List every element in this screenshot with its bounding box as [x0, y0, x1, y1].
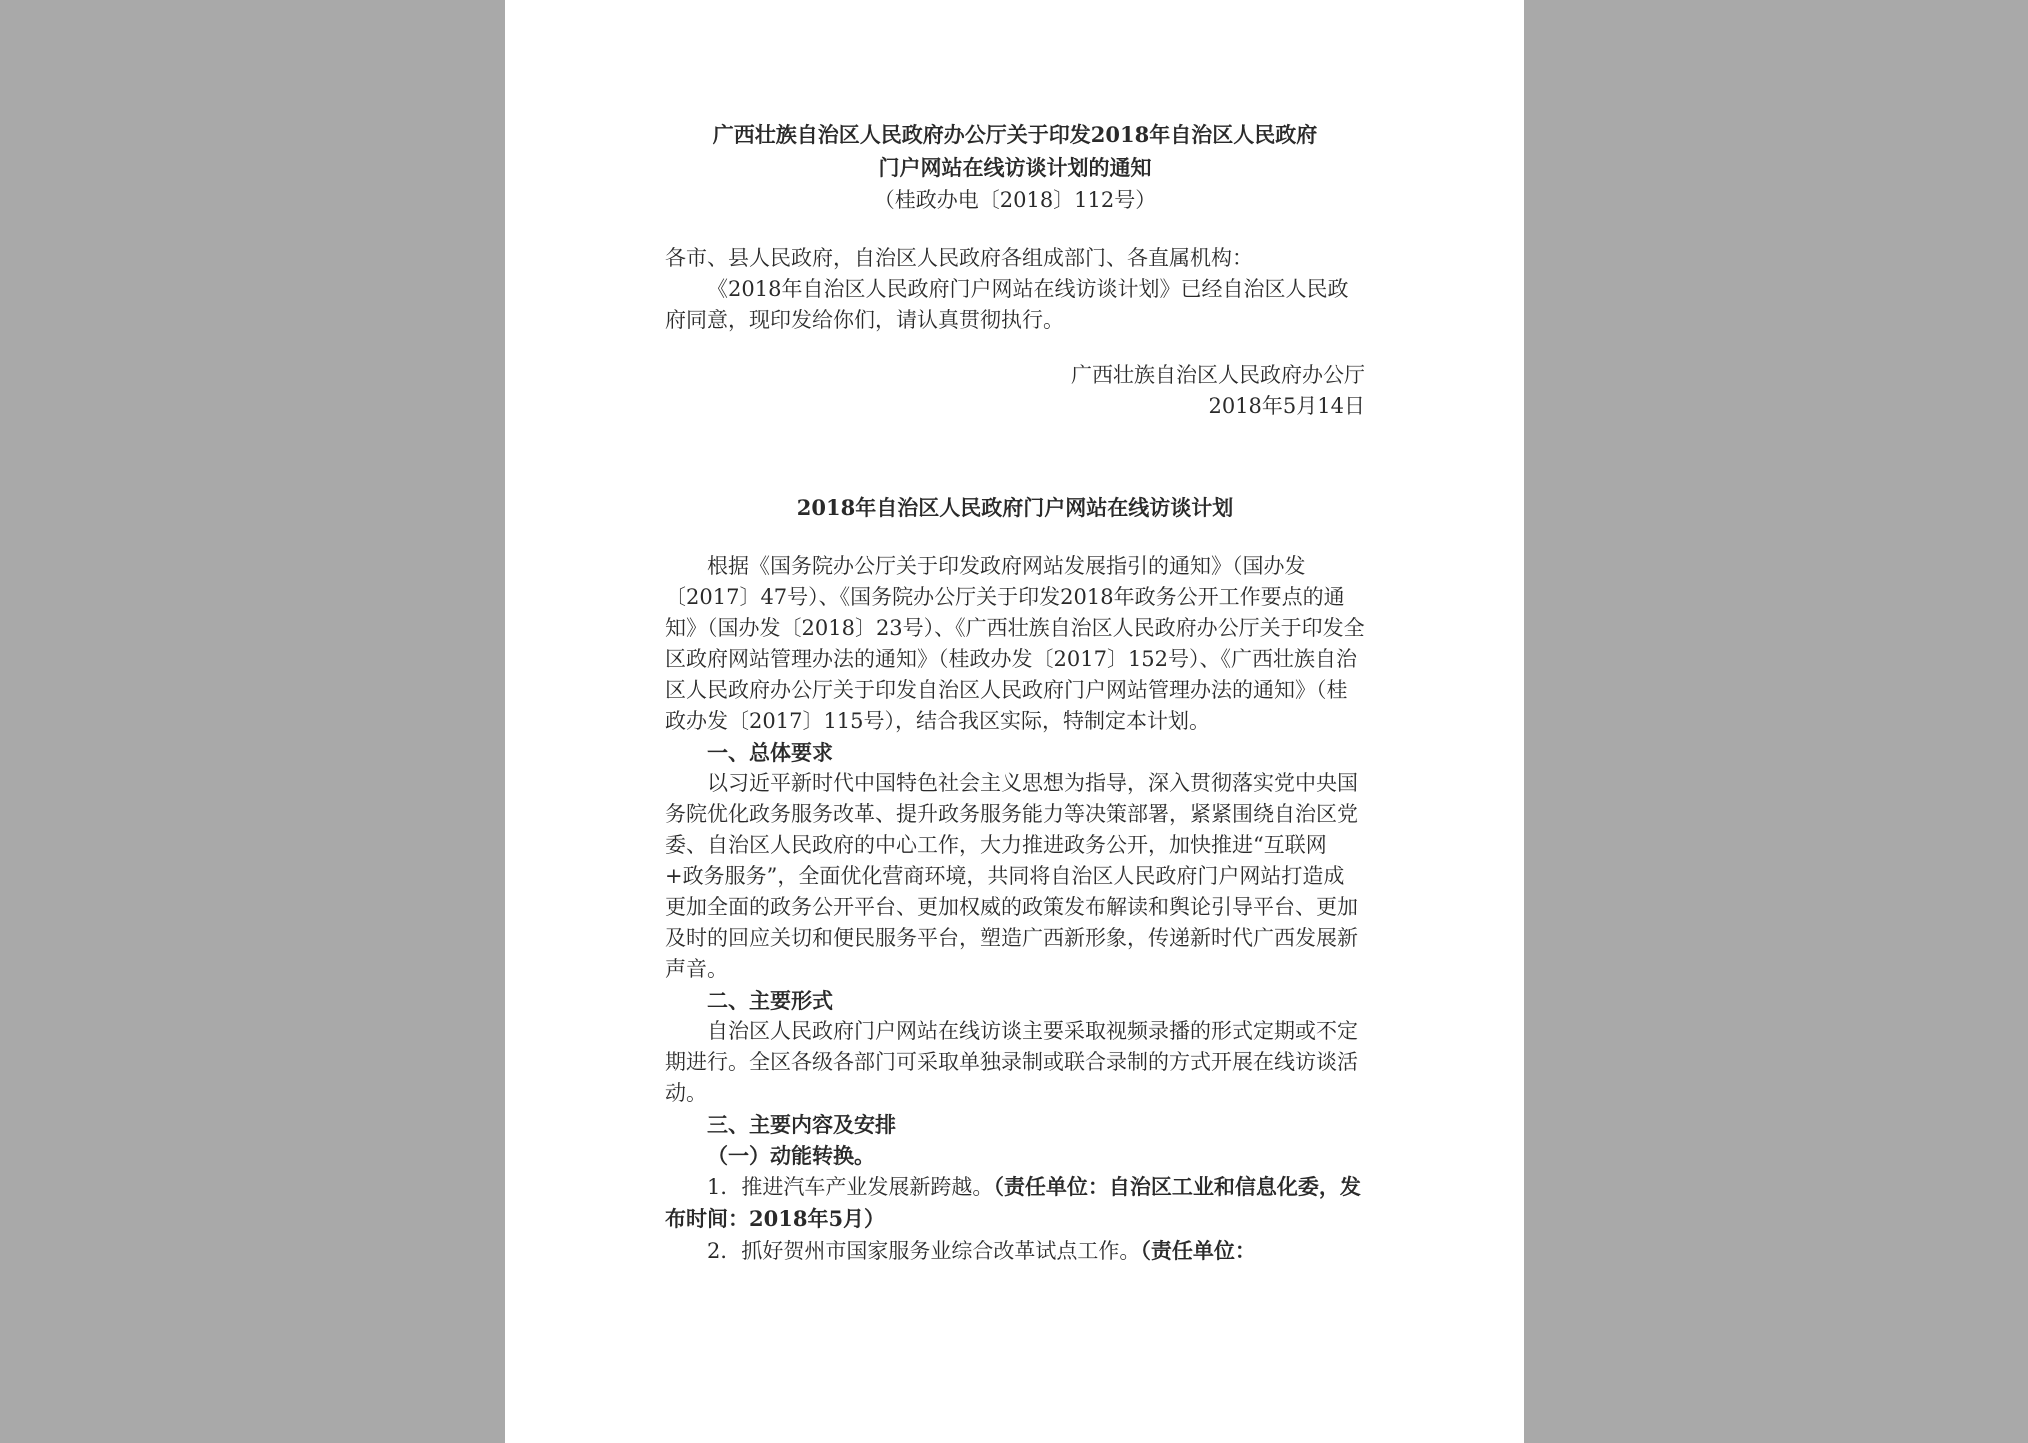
notice-signer: 广西壮族自治区人民政府办公厅 [1071, 363, 1365, 387]
notice-body: 《2018年自治区人民政府门户网站在线访谈计划》已经自治区人民政府同意，现印发给你们，请认真贯彻执行。 [665, 277, 1349, 332]
notice-title-line2: 门户网站在线访谈计划的通知 [878, 155, 1152, 180]
section2-heading: 二、主要形式 [707, 988, 833, 1013]
section2-body: 自治区人民政府门户网站在线访谈主要采取视频录播的形式定期或不定期进行。全区各级各部门可采取单独录制或联合录制的方式开展在线访谈活动。 [665, 1019, 1358, 1105]
section1-body: 以习近平新时代中国特色社会主义思想为指导，深入贯彻落实党中央国务院优化政务服务改革、提升政务服务能力等决策部署，紧紧围绕自治区党委、自治区人民政府的中心工作，大力推进政务公开，加快推进“互联网+政务服务”，全面优化营商环境，共同将自治区人民政府门户网站打造成更加全面的政务公开平台、更加权威的政策发布解读和舆论引导平台、更加及时的回应关切和便民服务平台，塑造广西新形象，传递新时代广西发展新声音。 [665, 771, 1358, 981]
notice-title-line1: 广西壮族自治区人民政府办公厅关于印发2018年自治区人民政府 [712, 122, 1318, 147]
notice-salutation: 各市、县人民政府，自治区人民政府各组成部门、各直属机构： [665, 246, 1253, 270]
item1 [665, 1171, 1365, 1235]
item2-text: 2．抓好贺州市国家服务业综合改革试点工作。 [707, 1239, 1141, 1263]
notice-date: 2018年5月14日 [1208, 394, 1365, 418]
item1-note: （责任单位：自治区工业和信息化委，发布时间：2018年5月） [665, 1174, 1361, 1231]
section1-heading: 一、总体要求 [707, 740, 833, 765]
document-page [505, 0, 1524, 1443]
item1-text: 1．推进汽车产业发展新跨越。 [707, 1175, 994, 1199]
item2-note: （责任单位： [1140, 1238, 1256, 1263]
notice-doc-number: （桂政办电〔2018〕112号） [873, 188, 1157, 212]
page-content [665, 118, 1365, 1267]
section3-heading: 三、主要内容及安排 [707, 1112, 896, 1137]
plan-intro: 根据《国务院办公厅关于印发政府网站发展指引的通知》（国办发〔2017〕47号）、《国务院办公厅关于印发2018年政务公开工作要点的通知》（国办发〔2018〕23号）、《广西壮族自治区人民政府办公厅关于印发全区政府网站管理办法的通知》（桂政办发〔2017〕152号）、《广西壮族自治区人民政府办公厅关于印发自治区人民政府门户网站管理办法的通知》（桂政办发〔2017〕115号），结合我区实际，特制定本计划。 [665, 554, 1365, 733]
subsection1-heading: （一）动能转换。 [707, 1143, 875, 1168]
item2 [665, 1235, 1365, 1267]
plan-title: 2018年自治区人民政府门户网站在线访谈计划 [796, 495, 1234, 520]
